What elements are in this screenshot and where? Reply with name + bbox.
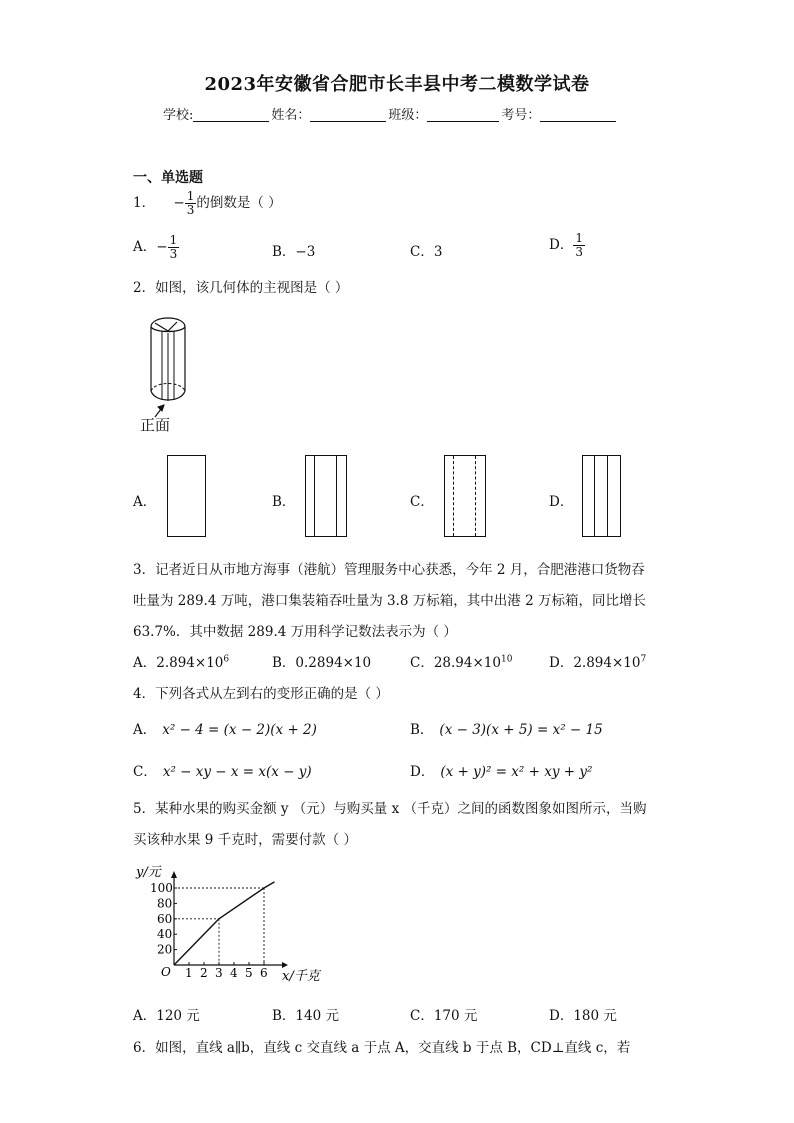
y-tick-label: 60 xyxy=(157,911,173,926)
q2-option-c-figure[interactable] xyxy=(444,455,486,537)
q2-option-a-label[interactable]: A． xyxy=(133,494,157,510)
q3-option-c[interactable]: C．$28.94\times 10^{10}$ xyxy=(410,654,513,671)
y-tick-label: 20 xyxy=(157,942,173,957)
exam-no-blank[interactable] xyxy=(540,107,616,122)
graph-line-segment xyxy=(174,919,219,965)
section-title: 一、单选题 xyxy=(133,170,203,186)
student-info-line xyxy=(163,104,618,123)
q2-option-d-figure[interactable] xyxy=(582,455,621,537)
question-1 xyxy=(133,190,282,217)
q5-option-c[interactable]: C．170 元 xyxy=(410,1008,478,1024)
class-blank[interactable] xyxy=(427,107,499,122)
q1-option-c[interactable]: C．3 xyxy=(410,244,443,260)
page-title: 2023年安徽省合肥市长丰县中考二模数学试卷 xyxy=(204,74,590,95)
question-2: 2．如图，该几何体的主视图是（ ） xyxy=(133,280,349,296)
q2-option-d-label[interactable]: D． xyxy=(549,494,574,510)
class-label: 班级： xyxy=(388,108,428,123)
q3-option-d[interactable]: D．$2.894\times 10^7$ xyxy=(549,654,647,671)
question-6: 6．如图，直线 a∥b，直线 c 交直线 a 于点 A，交直线 b 于点 B，CD⊥直线 c，若 xyxy=(133,1040,631,1056)
q4-option-d[interactable]: D． (x + y)² = x² + xy + y² xyxy=(410,764,593,780)
x-tick-label: 4 xyxy=(230,966,238,980)
y-tick-label: 80 xyxy=(157,896,173,911)
x-tick-label: 5 xyxy=(245,966,253,980)
front-view-label: 正面 xyxy=(140,416,171,434)
price-quantity-graph xyxy=(130,858,330,988)
x-tick-label: 2 xyxy=(200,966,208,980)
x-tick-label: 6 xyxy=(260,966,268,980)
q2-option-c-label[interactable]: C． xyxy=(410,494,434,510)
origin-label: O xyxy=(161,965,171,979)
q5-option-a[interactable]: A．120 元 xyxy=(133,1008,200,1024)
q1-fraction: $\frac{1}{3}$ xyxy=(186,189,195,217)
q4-option-a[interactable]: A． x² − 4 = (x − 2)(x + 2) xyxy=(133,722,317,738)
x-tick-label: 3 xyxy=(215,966,223,980)
y-axis-label: y/元 xyxy=(136,865,161,880)
q5-line-2: 买该种水果 9 千克时，需要付款（ ） xyxy=(133,832,357,848)
q5-option-b[interactable]: B．140 元 xyxy=(272,1008,339,1024)
q4-option-c[interactable]: C． x² − xy − x = x(x − y) xyxy=(133,764,312,780)
q2-option-b-figure[interactable] xyxy=(305,455,347,537)
q4-option-b[interactable]: B． (x − 3)(x + 5) = x² − 15 xyxy=(410,722,603,738)
q1-option-d[interactable]: D． $\frac{1}{3}$ xyxy=(549,231,583,259)
q5-option-d[interactable]: D．180 元 xyxy=(549,1008,617,1024)
y-tick-label: 100 xyxy=(150,881,173,895)
graph-line-segment xyxy=(264,882,275,888)
question-4: 4．下列各式从左到右的变形正确的是（ ） xyxy=(133,686,389,702)
graph-line-segment xyxy=(219,888,264,919)
q1-option-a[interactable]: A．− $\frac{1}{3}$ xyxy=(133,233,178,261)
q2-option-a-figure[interactable] xyxy=(167,455,206,537)
x-tick-label: 1 xyxy=(185,966,193,980)
school-label: 学校: xyxy=(163,108,194,123)
y-axis-arrow xyxy=(171,871,177,878)
x-axis-label: x/千克 xyxy=(282,969,320,984)
q2-option-b-label[interactable]: B． xyxy=(272,494,296,510)
q3-line-2: 吐量为 289.4 万吨，港口集装箱吞吐量为 3.8 万标箱，其中出港 2 万标箱，同比增长 xyxy=(133,593,646,609)
name-blank[interactable] xyxy=(310,107,386,122)
q1-option-b[interactable]: B．−3 xyxy=(272,244,316,260)
y-tick-label: 40 xyxy=(157,927,173,942)
name-label: 姓名： xyxy=(271,108,311,123)
q3-line-1: 3．记者近日从市地方海事（港航）管理服务中心获悉，今年 2 月，合肥港港口货物吞 xyxy=(133,562,645,578)
q5-line-1: 5．某种水果的购买金额 y （元）与购买量 x （千克）之间的函数图象如图所示，当购 xyxy=(133,801,647,817)
q1-text: 的倒数是（ ） xyxy=(196,195,282,211)
q3-option-a[interactable]: A．$2.894\times 10^6$ xyxy=(133,654,230,671)
school-blank[interactable] xyxy=(193,107,269,122)
exam-no-label: 考号： xyxy=(501,108,541,123)
q1-number: 1． xyxy=(133,195,156,211)
q1-neg-sign: − xyxy=(173,195,185,211)
x-axis-arrow xyxy=(282,962,288,968)
q3-line-3: 63.7%．其中数据 289.4 万用科学记数法表示为（ ） xyxy=(133,624,457,640)
q3-option-b[interactable]: B．0.2894×10 xyxy=(272,655,372,671)
